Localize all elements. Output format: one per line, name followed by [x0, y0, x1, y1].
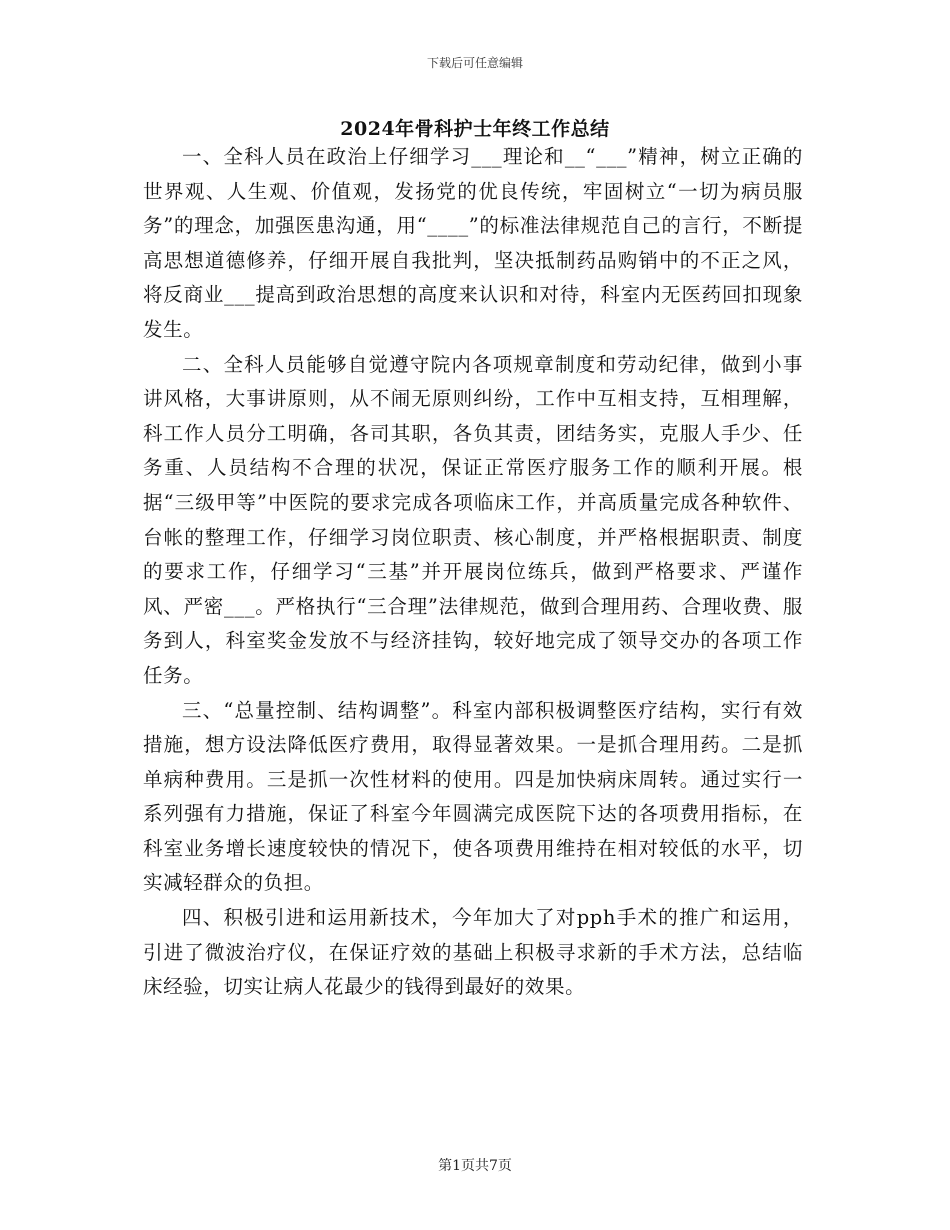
paragraph-3: 三、“总量控制、结构调整”。科室内部积极调整医疗结构，实行有效措施，想方设法降低医疗费用，取得显著效果。一是抓合理用药。二是抓单病种费用。三是抓一次性材料的使用。四是加快病床周转。通过实行一系列强有力措施，保证了科室今年圆满完成医院下达的各项费用指标，在科室业务增长速度较快的情况下，使各项费用维持在相对较低的水平，切实减轻群众的负担。: [143, 698, 803, 895]
paragraph-1: 一、全科人员在政治上仔细学习___理论和__“___”精神，树立正确的世界观、人生观、价值观，发扬党的优良传统，牢固树立“一切为病员服务”的理念，加强医患沟通，用“____”的标准法律规范自己的言行，不断提高思想道德修养，仔细开展自我批判，坚决抵制药品购销中的不正之风，将反商业___提高到政治思想的高度来认识和对待，科室内无医药回扣现象发生。: [143, 145, 803, 341]
header-note: 下载后可任意编辑: [426, 56, 523, 70]
document-body: [143, 140, 803, 1005]
document-title: 2024年骨科护士年终工作总结: [340, 118, 610, 140]
paragraph-2: 二、全科人员能够自觉遵守院内各项规章制度和劳动纪律，做到小事讲风格，大事讲原则，从不闹无原则纠纷，工作中互相支持，互相理解，科工作人员分工明确，各司其职，各负其责，团结务实，克服人手少、任务重、人员结构不合理的状况，保证正常医疗服务工作的顺利开展。根据“三级甲等”中医院的要求完成各项临床工作，并高质量完成各种软件、台帐的整理工作，仔细学习岗位职责、核心制度，并严格根据职责、制度的要求工作，仔细学习“三基”并开展岗位练兵，做到严格要求、严谨作风、严密___。严格执行“三合理”法律规范，做到合理用药、合理收费、服务到人，科室奖金发放不与经济挂钩，较好地完成了领导交办的各项工作任务。: [143, 352, 803, 687]
paragraph-4: 四、积极引进和运用新技术，今年加大了对pph手术的推广和运用，引进了微波治疗仪，在保证疗效的基础上积极寻求新的手术方法，总结临床经验，切实让病人花最少的钱得到最好的效果。: [143, 906, 803, 999]
page-indicator: 第1页共7页: [438, 1158, 512, 1174]
